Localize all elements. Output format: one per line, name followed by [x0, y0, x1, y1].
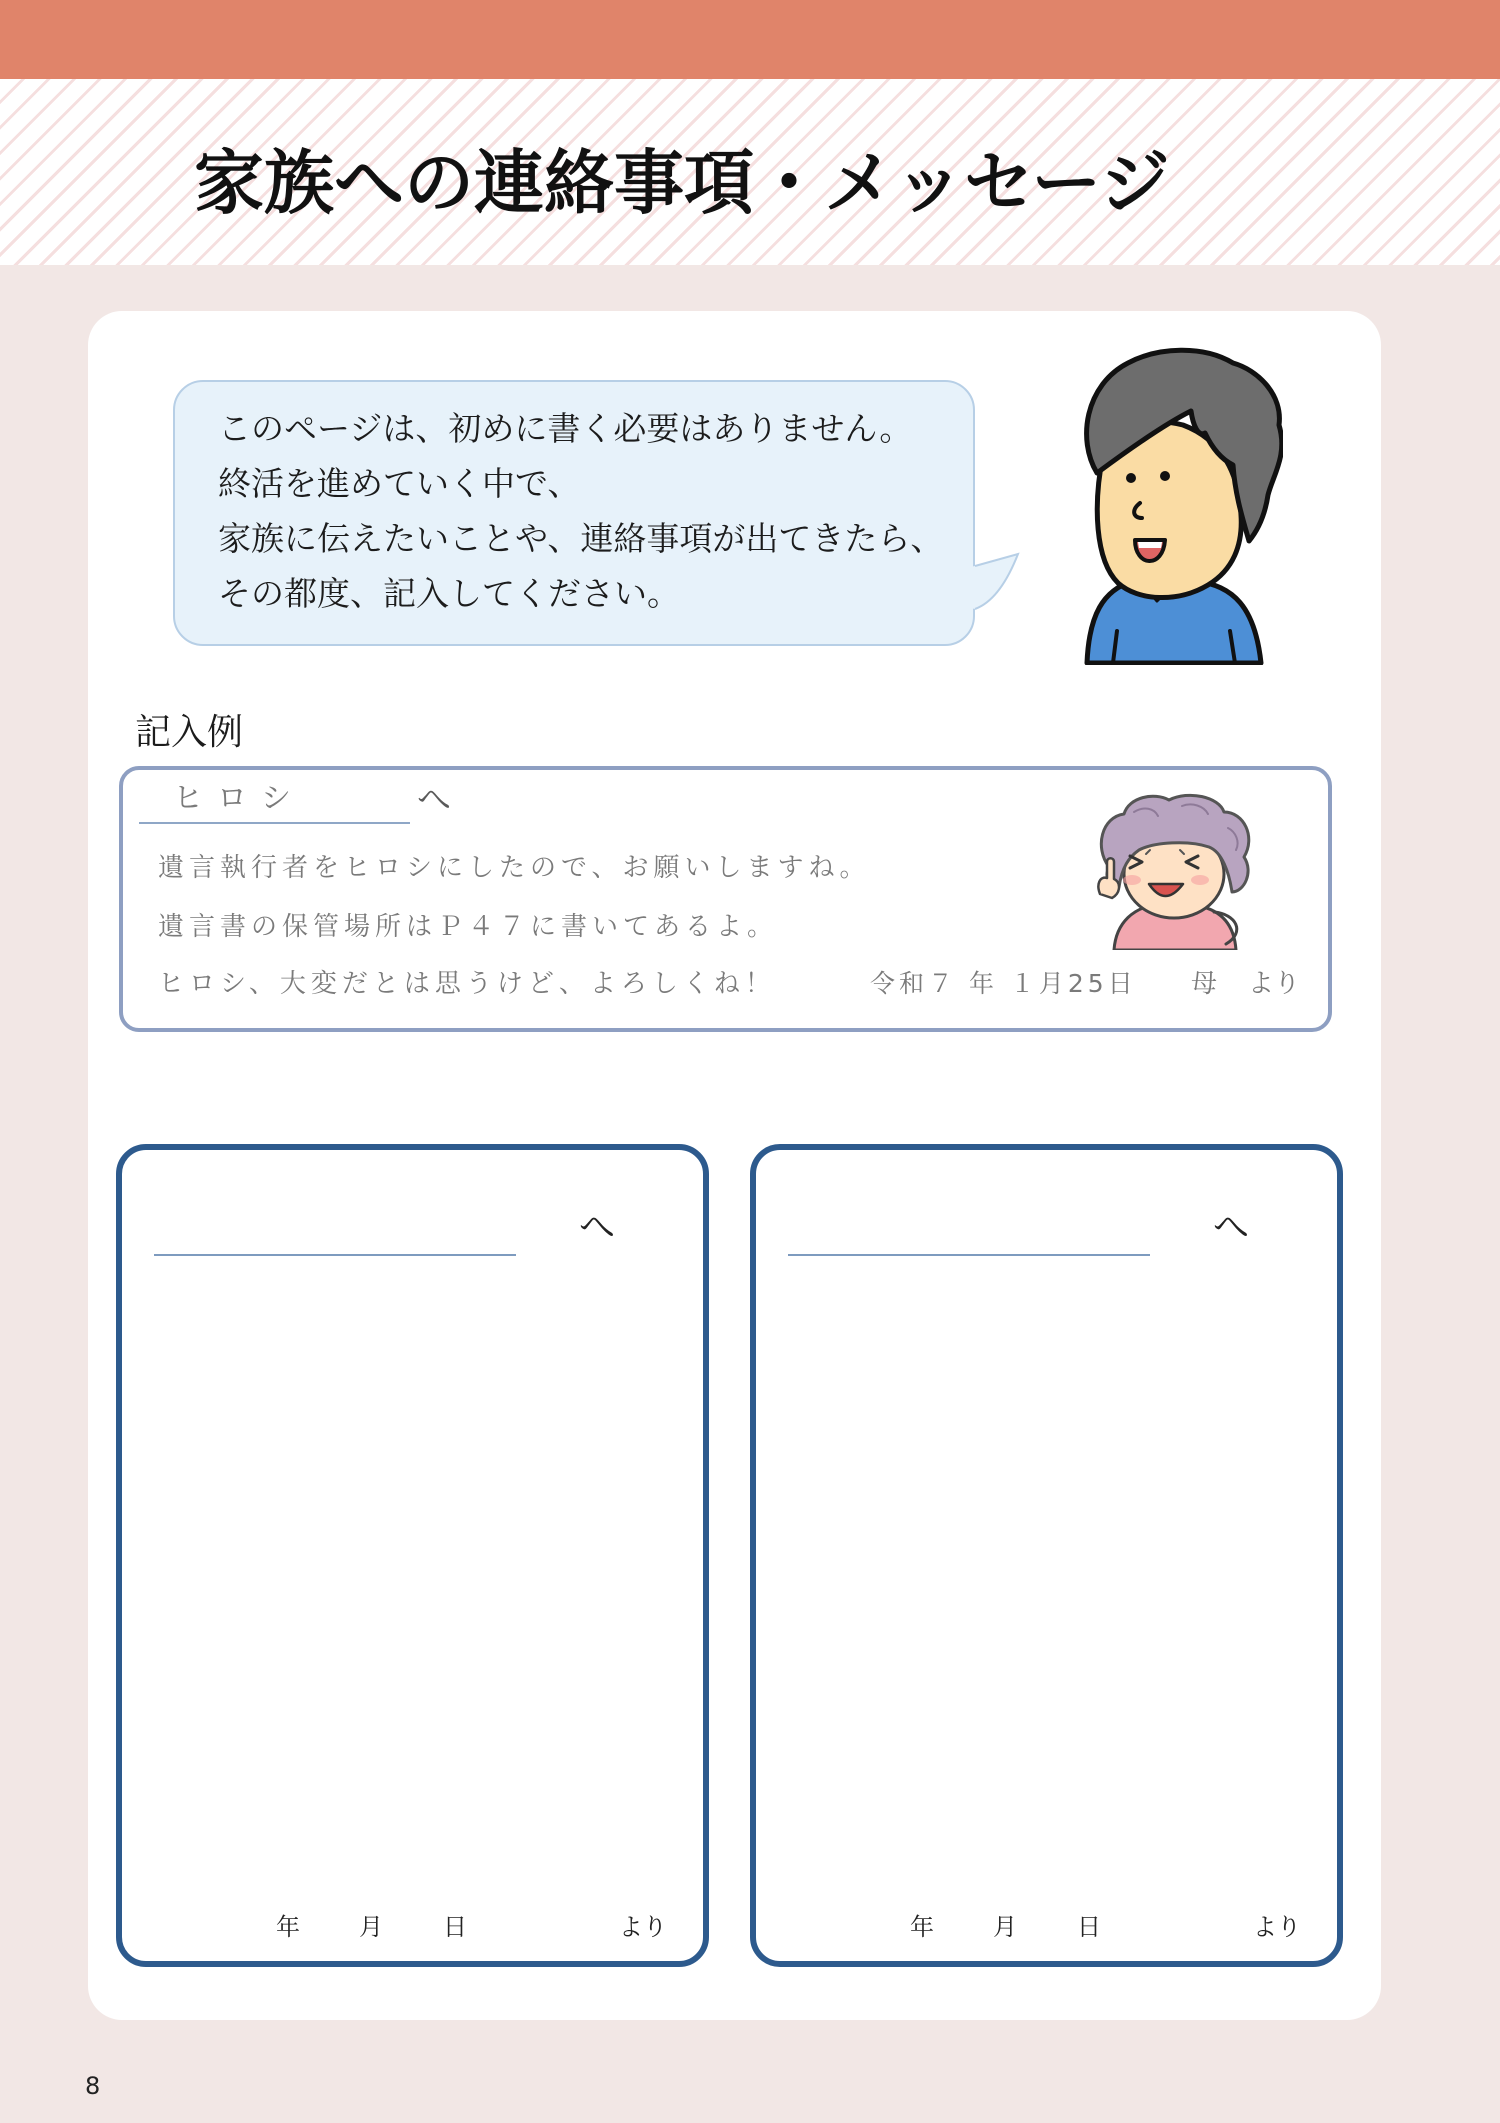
form-to-suffix: へ [579, 1207, 616, 1248]
example-addressee-underline [139, 822, 410, 824]
intro-text [218, 401, 943, 621]
speech-bubble-tail [960, 540, 1030, 630]
man-illustration [1083, 345, 1283, 665]
intro-line: 終活を進めていく中で、 [218, 464, 581, 503]
example-heading: 記入例 [135, 712, 244, 753]
example-message-line: 遺言執行者をヒロシにしたので、お願いしますね。 [158, 853, 871, 883]
form-from-suffix: より [1253, 1913, 1301, 1941]
example-message-line: 遺言書の保管場所はＰ４７に書いてあるよ。 [158, 912, 779, 942]
form-year-label: 年 [276, 1913, 300, 1941]
form-month-label: 月 [359, 1913, 383, 1941]
intro-line: その都度、記入してください。 [218, 574, 680, 613]
message-form-right [750, 1144, 1343, 1967]
page-title: 家族への連絡事項・メッセージ [194, 142, 1170, 224]
form-month-label: 月 [993, 1913, 1017, 1941]
addressee-line [788, 1254, 1150, 1256]
example-message-box [119, 766, 1332, 1032]
form-year-label: 年 [910, 1913, 934, 1941]
example-addressee: ヒロシ [173, 781, 305, 816]
page-number: 8 [85, 2072, 101, 2100]
intro-line: 家族に伝えたいことや、連絡事項が出てきたら、 [218, 519, 944, 558]
grandmother-illustration [1094, 792, 1254, 950]
form-from-suffix: より [619, 1913, 667, 1941]
intro-line: このページは、初めに書く必要はありません。 [218, 409, 913, 448]
message-form-left [116, 1144, 709, 1967]
addressee-line [154, 1254, 516, 1256]
form-day-label: 日 [1077, 1913, 1101, 1941]
form-day-label: 日 [443, 1913, 467, 1941]
example-date: 令和７ 年 １月25日 [870, 969, 1137, 998]
top-accent-bar [0, 0, 1500, 79]
form-to-suffix: へ [1213, 1207, 1250, 1248]
example-message-line: ヒロシ、大変だとは思うけど、よろしくね！ [158, 969, 776, 999]
example-from-suffix: より [1248, 969, 1301, 999]
example-to-suffix: へ [417, 780, 451, 820]
example-sender: 母 [1191, 969, 1218, 999]
